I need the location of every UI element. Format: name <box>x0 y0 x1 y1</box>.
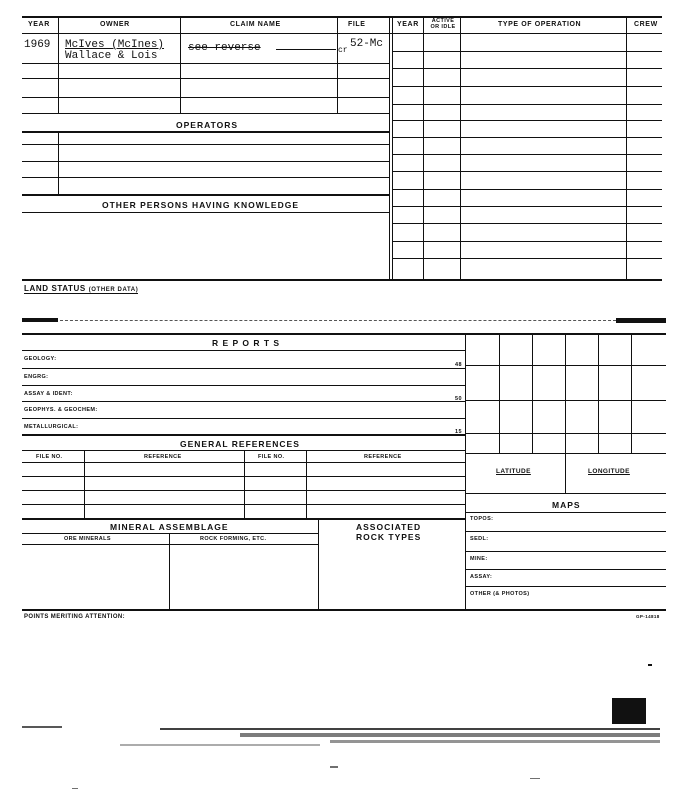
report-geology-label: GEOLOGY: <box>24 356 57 362</box>
report-metallurgical-num: 15 <box>455 429 462 435</box>
report-assay-label: ASSAY & IDENT: <box>24 391 73 397</box>
maps-other-label: OTHER (& PHOTOS) <box>470 591 530 597</box>
maps-mine-label: MINE: <box>470 556 488 562</box>
report-engrg-label: ENGRG: <box>24 374 49 380</box>
land-status-rule <box>60 320 616 321</box>
other-persons-heading: OTHER PERSONS HAVING KNOWLEDGE <box>102 200 300 210</box>
entry-file-prefix: cr <box>338 46 348 55</box>
scan-dot-1 <box>648 664 652 666</box>
scan-streak-1 <box>160 728 660 730</box>
report-metallurgical-label: METALLURGICAL: <box>24 424 79 430</box>
entry-year: 1969 <box>24 39 51 51</box>
scan-dot-3 <box>72 788 78 789</box>
report-geology-num: 48 <box>455 362 462 368</box>
form-number: GP-14818 <box>636 614 660 619</box>
land-status-note: (OTHER DATA) <box>88 287 139 293</box>
maps-topos-label: TOPOS: <box>470 516 494 522</box>
land-status-label: LAND STATUS <box>24 284 86 293</box>
longitude-label: LONGITUDE <box>588 468 630 475</box>
scan-mark-right <box>616 318 666 323</box>
type-of-operation-header: TYPE OF OPERATION <box>498 21 582 28</box>
entry-file-number: 52-Mc <box>350 38 384 50</box>
scan-streak-4 <box>120 744 320 746</box>
year-column-header: YEAR <box>28 21 50 28</box>
operators-heading: OPERATORS <box>176 120 239 130</box>
ref-file-no-header-1: FILE NO. <box>36 454 63 460</box>
active-or-idle-header: ACTIVE OR IDLE <box>430 18 456 30</box>
claim-name-dash <box>276 49 336 50</box>
maps-assay-label: ASSAY: <box>470 574 493 580</box>
file-column-header: FILE <box>348 21 366 28</box>
rock-forming-header: ROCK FORMING, ETC. <box>200 536 267 542</box>
reports-heading: R E P O R T S <box>212 338 281 348</box>
scan-streak-3 <box>330 740 660 743</box>
general-references-heading: GENERAL REFERENCES <box>180 439 300 449</box>
scan-dot-2 <box>330 766 338 768</box>
maps-heading: MAPS <box>552 500 581 510</box>
owner-column-header: OWNER <box>100 21 130 28</box>
scan-dot-4 <box>530 778 540 779</box>
crew-header: CREW <box>634 21 658 28</box>
scan-mark-left <box>22 318 58 322</box>
scan-black-block <box>612 698 646 724</box>
latitude-label: LATITUDE <box>496 468 531 475</box>
rock-types-heading: ROCK TYPES <box>356 532 422 542</box>
ref-file-no-header-2: FILE NO. <box>258 454 285 460</box>
entry-owner-line2: Wallace & Lois <box>65 50 158 62</box>
ref-reference-header-1: REFERENCE <box>144 454 182 460</box>
report-geophys-label: GEOPHYS. & GEOCHEM: <box>24 407 98 413</box>
mineral-assemblage-heading: MINERAL ASSEMBLAGE <box>110 522 229 532</box>
associated-heading: ASSOCIATED <box>356 522 422 532</box>
points-meriting-attention-label: POINTS MERITING ATTENTION: <box>24 614 126 620</box>
ref-reference-header-2: REFERENCE <box>364 454 402 460</box>
claim-name-column-header: CLAIM NAME <box>230 21 281 28</box>
land-status-heading <box>24 284 138 294</box>
ore-minerals-header: ORE MINERALS <box>64 536 111 542</box>
entry-owner-line1: McIves (McInes) <box>65 39 165 51</box>
entry-claim-name: see reverse <box>188 42 261 54</box>
scan-streak-2 <box>240 733 660 737</box>
scan-streak-left <box>22 726 62 728</box>
activity-year-header: YEAR <box>397 21 419 28</box>
report-assay-num: 50 <box>455 396 462 402</box>
maps-sedl-label: SEDL: <box>470 536 489 542</box>
